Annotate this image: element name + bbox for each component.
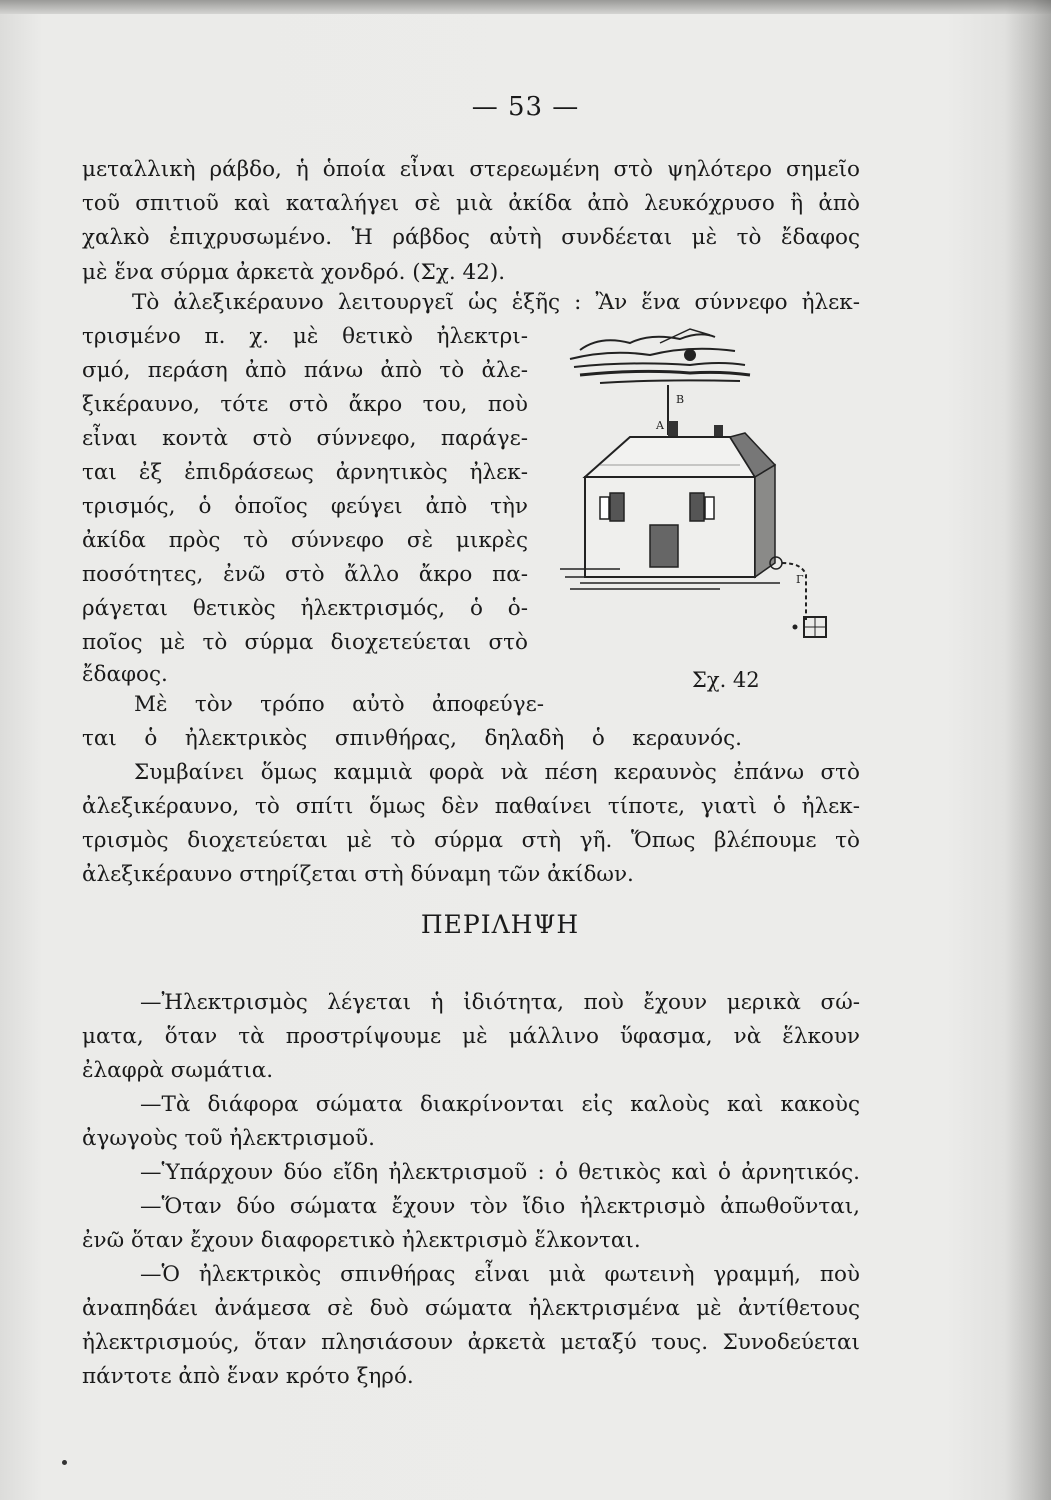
summary-line: ἐνῶ ὅταν ἔχουν διαφορετικὸ ἠλεκτρισμὸ ἕλκονται. — [82, 1228, 641, 1253]
summary-line: —Ἠλεκτρισμὸς λέγεται ἡ ἰδιότητα, ποὺ ἔχουν μερικὰ σώ- — [140, 990, 860, 1015]
summary-line: —Ὑπάρχουν δύο εἴδη ἠλεκτρισμοῦ : ὁ θετικὸς καὶ ὁ ἀρνητικός. — [140, 1160, 860, 1185]
door — [650, 525, 678, 567]
summary-line: ἠλεκτρισμούς, ὅταν πλησιάσουν ἀρκετὰ μεταξύ τους. Συνοδεύεται — [82, 1330, 860, 1355]
text-line: εἶναι κοντὰ στὸ σύννεφο, παράγε- — [82, 426, 528, 451]
house-side-wall — [755, 465, 775, 577]
text-line: ἔδαφος. — [82, 662, 168, 687]
text-line: τοῦ σπιτιοῦ καὶ καταλήγει σὲ μιὰ ἀκίδα ἀπὸ λευκόχρυσο ἢ ἀπὸ — [82, 191, 860, 216]
text-line: Συμβαίνει ὅμως καμμιὰ φορὰ νὰ πέση κεραυνὸς ἐπάνω στὸ — [134, 760, 860, 785]
text-line: σμό, περάση ἀπὸ πάνω ἀπὸ τὸ ἀλε- — [82, 358, 528, 383]
text-line: Τὸ ἀλεξικέραυνο λειτουργεῖ ὡς ἑξῆς : Ἂν ἕνα σύννεφο ἠλεκ- — [132, 290, 860, 315]
text-line: Μὲ τὸν τρόπο αὐτὸ ἀποφεύγε- — [134, 692, 544, 717]
scan-right-edge — [1005, 0, 1051, 1500]
summary-line: ματα, ὅταν τὰ προστρίψουμε μὲ μάλλινο ὕφασμα, νὰ ἕλκουν — [82, 1024, 860, 1049]
window — [600, 493, 624, 521]
label-a: Α — [656, 419, 664, 432]
summary-line: ἀγωγοὺς τοῦ ἠλεκτρισμοῦ. — [82, 1126, 375, 1151]
figure-caption: Σχ. 42 — [692, 668, 760, 692]
scan-top-edge — [0, 0, 1051, 14]
text-line: ἀλεξικέραυνο, τὸ σπίτι ὅμως δὲν παθαίνει τίποτε, γιατὶ ὁ ἠλεκ- — [82, 794, 860, 819]
cloud-drawing — [570, 329, 750, 383]
summary-line: ἀναπηδάει ἀνάμεσα σὲ δυὸ σώματα ἠλεκτρισμένα μὲ ἀντίθετους — [82, 1296, 860, 1321]
roof — [585, 437, 755, 477]
house-lightning-rod-illustration — [540, 325, 840, 645]
text-line: ράγεται θετικὸς ἠλεκτρισμός, ὁ ὁ- — [82, 596, 528, 621]
summary-line: πάντοτε ἀπὸ ἕναν κρότο ξηρό. — [82, 1364, 414, 1389]
text-line: τρισμένο π. χ. μὲ θετικὸ ἠλεκτρι- — [82, 324, 528, 349]
text-line: ται ἐξ ἐπιδράσεως ἀρνητικὸς ἠλεκ- — [82, 460, 528, 485]
ground-wire — [782, 563, 806, 620]
text-line: χαλκὸ ἐπιχρυσωμένο. Ἡ ράβδος αὐτὴ συνδέεται μὲ τὸ ἔδαφος — [82, 225, 860, 250]
text-line: ξικέραυνο, τότε στὸ ἄκρο του, ποὺ — [82, 392, 528, 417]
text-line: ποῖος μὲ τὸ σύρμα διοχετεύεται στὸ — [82, 630, 528, 655]
text-line: ται ὁ ἠλεκτρικὸς σπινθήρας, δηλαδὴ ὁ κεραυνός. — [82, 726, 742, 751]
window — [690, 493, 714, 521]
chimney — [668, 421, 678, 437]
text-line: μὲ ἕνα σύρμα ἀρκετὰ χονδρό. (Σχ. 42). — [82, 260, 506, 285]
scan-speck — [62, 1460, 67, 1465]
summary-line: ἐλαφρὰ σωμάτια. — [82, 1058, 274, 1083]
summary-line: —Τὰ διάφορα σώματα διακρίνονται εἰς καλοὺς καὶ κακοὺς — [140, 1092, 860, 1117]
text-line: ποσότητες, ἐνῶ στὸ ἄλλο ἄκρο πα- — [82, 562, 528, 587]
page-number: — 53 — — [471, 92, 580, 122]
summary-line: —Ὁ ἠλεκτρικὸς σπινθήρας εἶναι μιὰ φωτεινὴ γραμμή, ποὺ — [140, 1262, 860, 1287]
text-line: τρισμός, ὁ ὁποῖος φεύγει ἀπὸ τὴν — [82, 494, 528, 519]
text-line: τρισμὸς διοχετεύεται μὲ τὸ σύρμα στὴ γῆ. Ὅπως βλέπουμε τὸ — [82, 828, 860, 853]
section-heading: ΠΕΡΙΛΗΨΗ — [420, 910, 580, 939]
summary-line: —Ὅταν δύο σώματα ἔχουν τὸν ἴδιο ἠλεκτρισμὸ ἀπωθοῦνται, — [140, 1194, 860, 1219]
text-line: ἀλεξικέραυνο στηρίζεται στὴ δύναμη τῶν ἀκίδων. — [82, 862, 634, 887]
label-g: Γ — [796, 573, 804, 586]
label-b: Β — [676, 393, 685, 406]
text-line: μεταλλικὴ ράβδο, ἡ ὁποία εἶναι στερεωμένη στὸ ψηλότερο σημεῖο — [82, 157, 860, 182]
text-line: ἀκίδα πρὸς τὸ σύννεφο σὲ μικρὲς — [82, 528, 528, 553]
